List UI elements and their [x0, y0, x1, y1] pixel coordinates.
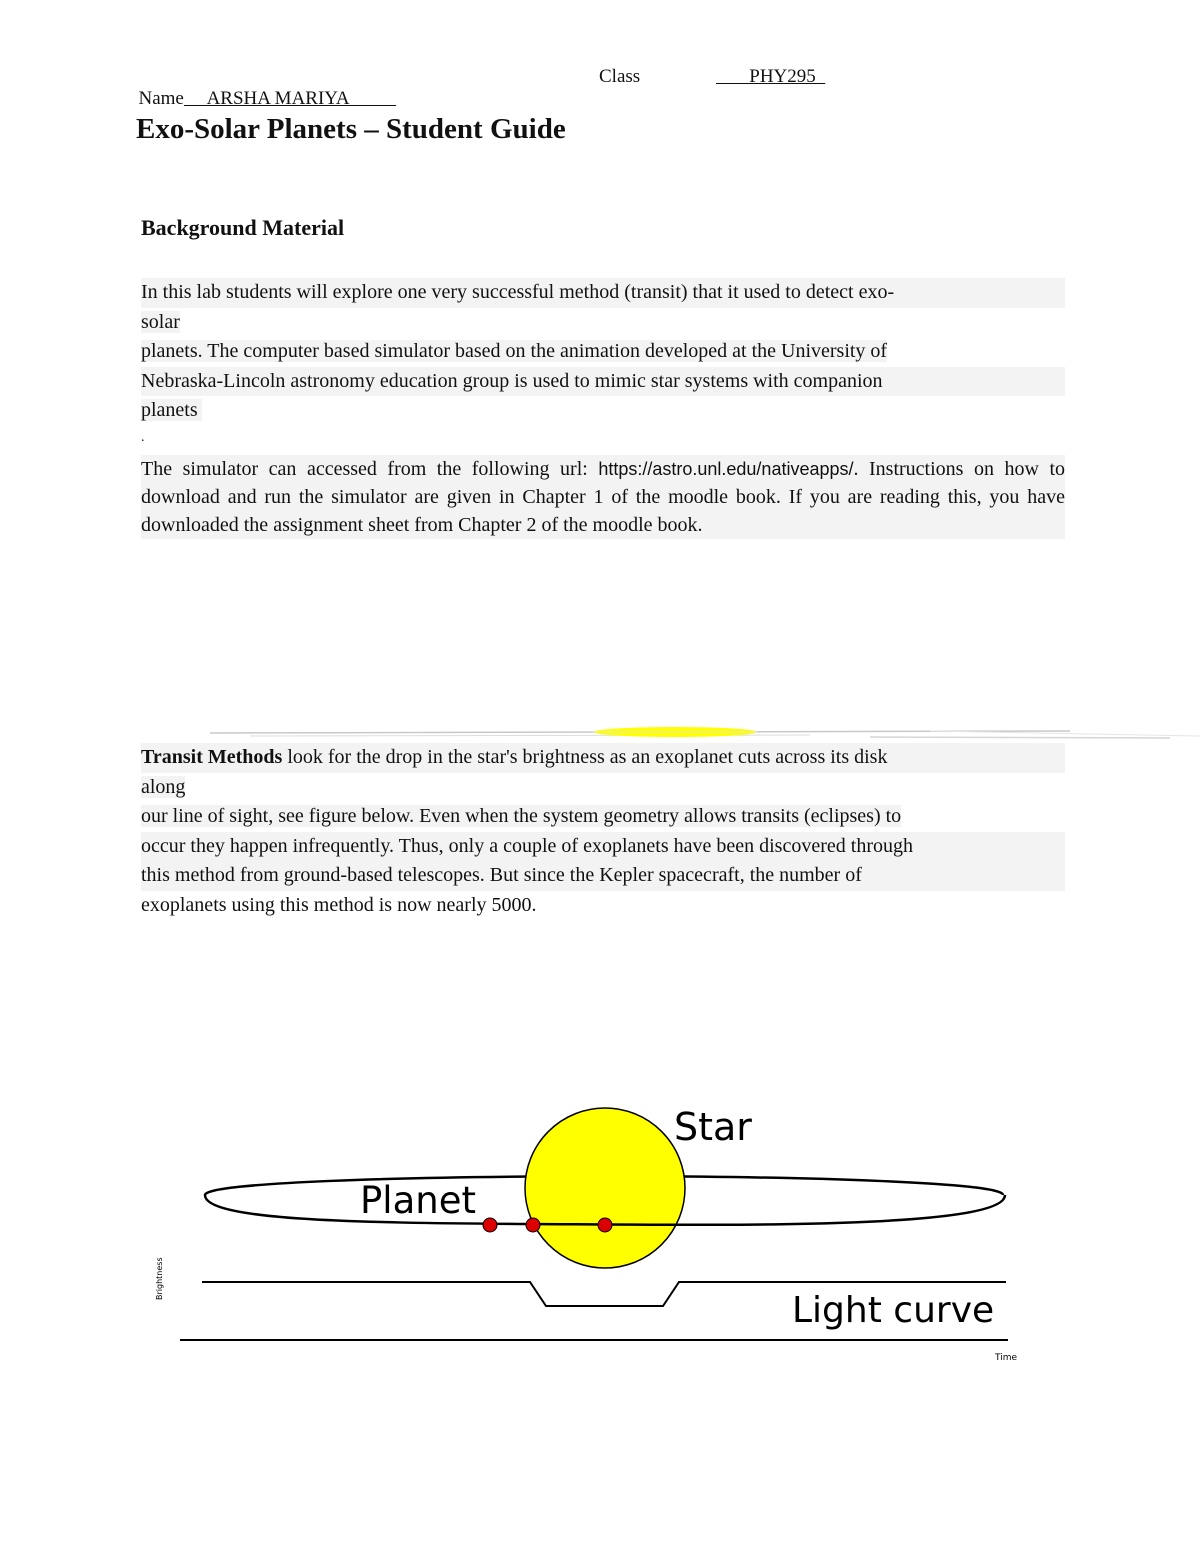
star-disk — [525, 1108, 685, 1268]
simulator-paragraph — [141, 455, 1065, 539]
para-line: along — [141, 775, 186, 798]
para-line: occur they happen infrequently. Thus, only a couple of exoplanets have been discovered through — [141, 832, 1065, 862]
planet-dot — [526, 1218, 540, 1232]
para-line: exoplanets using this method is now nearly 5000. — [141, 893, 537, 916]
page-title: Exo-Solar Planets – Student Guide — [136, 113, 566, 145]
class-label: Class — [599, 66, 641, 87]
x-axis-label: Time — [995, 1353, 1018, 1363]
para-line: In this lab students will explore one very successful method (transit) that it used to detect exo- — [141, 278, 1065, 308]
transit-diagram — [150, 1100, 1030, 1370]
para-line: our line of sight, see figure below. Even when the system geometry allows transits (eclipses) to — [141, 805, 902, 827]
class-value: PHY295 — [716, 66, 826, 87]
para-line: planets. The computer based simulator based on the animation developed at the University of — [141, 340, 888, 362]
simulator-url-link[interactable]: https://astro.unl.edu/nativeapps/ — [598, 459, 854, 479]
planet-label: Planet — [360, 1179, 476, 1222]
para-line: solar — [141, 310, 180, 333]
transit-bold-lead: Transit Methods — [141, 746, 283, 768]
planet-dot — [598, 1218, 612, 1232]
separator-divider — [210, 722, 1200, 744]
simulator-text-rest: . Instructions on how to download and run the simulator are given in Chapter 1 of the moodle book. If you are reading this, you have downloaded the assignment sheet from Chapter 2 of the moodle book. — [141, 458, 1065, 536]
para-line: . — [141, 429, 145, 445]
planet-dot — [483, 1218, 497, 1232]
name-value: ARSHA MARIYA — [183, 88, 397, 109]
name-row — [129, 66, 396, 110]
star-label: Star — [674, 1105, 752, 1149]
section-heading-background: Background Material — [141, 215, 345, 240]
background-paragraph — [141, 278, 1065, 450]
y-axis-label: Brightness — [155, 1257, 164, 1300]
para-line: Nebraska-Lincoln astronomy education group is used to mimic star systems with companion — [141, 367, 1065, 397]
simulator-text: The simulator can accessed from the following url: — [141, 458, 599, 480]
transit-paragraph — [141, 743, 1065, 920]
light-curve-label: Light curve — [792, 1290, 995, 1331]
para-line: Transit Methods look for the drop in the star's brightness as an exoplanet cuts across its disk — [141, 743, 1065, 773]
para-line: this method from ground-based telescopes. But since the Kepler spacecraft, the number of — [141, 861, 1065, 891]
name-label: Name — [138, 88, 184, 109]
para-line: planets — [141, 396, 1065, 426]
